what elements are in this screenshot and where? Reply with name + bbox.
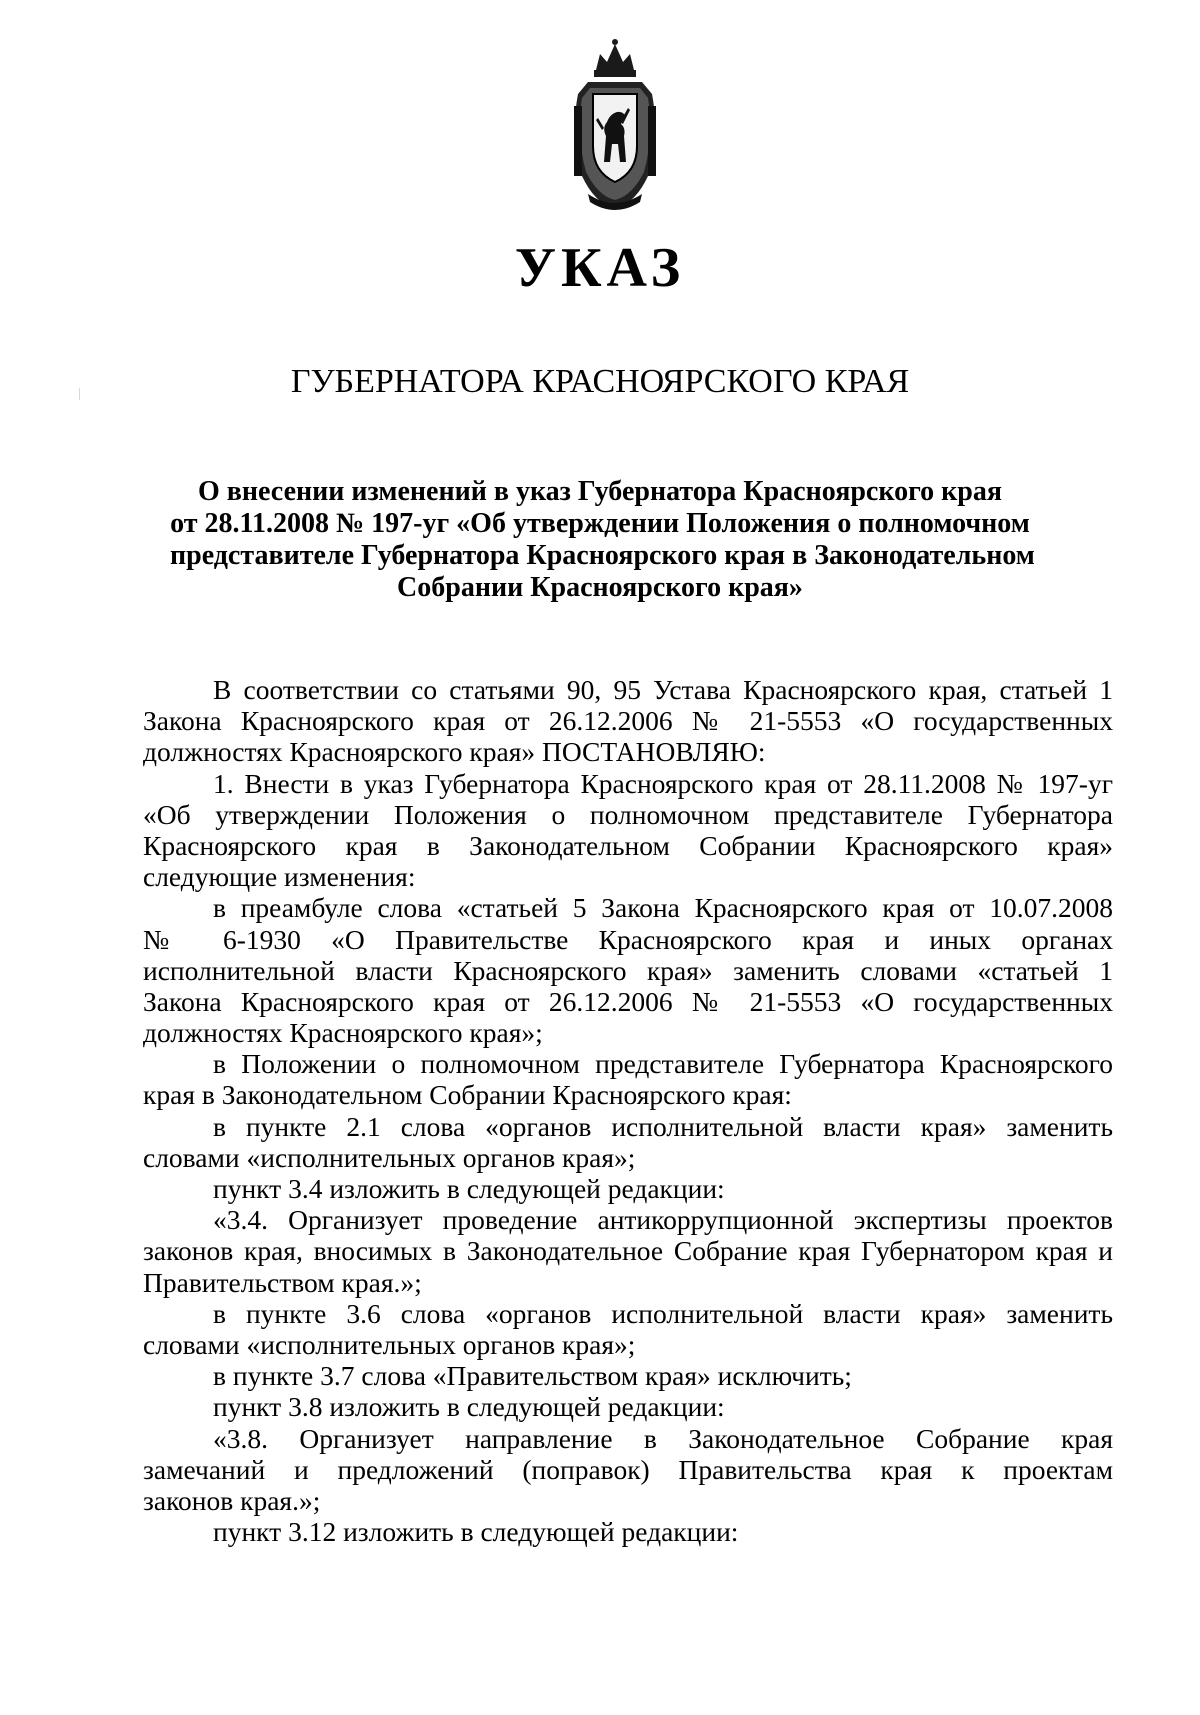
body-line: законов края, вносимых в Законодательное Собрание края Губернатором края и xyxy=(143,1235,1113,1267)
body-line: должностях Красноярского края»; xyxy=(143,1017,543,1049)
body-line: пункт 3.12 изложить в следующей редакции: xyxy=(213,1516,739,1548)
body-line: замечаний и предложений (поправок) Правительства края к проектам xyxy=(143,1453,1113,1485)
coat-of-arms-emblem xyxy=(560,36,670,211)
decree-body xyxy=(143,674,1113,1547)
heading-line: О внесении изменений в указ Губернатора Красноярского края xyxy=(198,476,1002,507)
body-line: Закона Красноярского края от 26.12.2006 № 21-5553 «О государственных xyxy=(143,705,1113,737)
decree-heading xyxy=(170,476,1035,604)
heading-line: от 28.11.2008 № 197-уг «Об утверждении Положения о полномочном xyxy=(170,508,1030,539)
body-line: исполнительной власти Красноярского края» заменить словами «статьей 1 xyxy=(143,954,1113,986)
body-line: словами «исполнительных органов края»; xyxy=(143,1141,636,1173)
body-line: в пункте 3.6 слова «органов исполнительной власти края» заменить xyxy=(213,1297,1113,1329)
decree-issuer: ГУБЕРНАТОРА КРАСНОЯРСКОГО КРАЯ xyxy=(290,363,910,400)
body-line: 1. Внести в указ Губернатора Красноярского края от 28.11.2008 № 197-уг xyxy=(213,767,1113,799)
body-line: следующие изменения: xyxy=(143,861,416,893)
body-line: Правительством края.»; xyxy=(143,1266,422,1298)
body-line: должностях Красноярского края» ПОСТАНОВЛЯЮ: xyxy=(143,736,766,768)
scan-artifact xyxy=(79,388,80,400)
body-line: в пункте 3.7 слова «Правительством края» исключить; xyxy=(213,1360,852,1392)
heading-line: Собрании Красноярского края» xyxy=(397,572,803,603)
body-line: № 6-1930 «О Правительстве Красноярского края и иных органах xyxy=(143,923,1113,955)
body-line: в преамбуле слова «статьей 5 Закона Красноярского края от 10.07.2008 xyxy=(213,892,1113,924)
body-line: В соответствии со статьями 90, 95 Устава Красноярского края, статьей 1 xyxy=(213,674,1113,705)
body-line: края в Законодательном Собрании Красноярского края: xyxy=(143,1079,792,1111)
heading-line: представителе Губернатора Красноярского края в Законодательном xyxy=(170,540,1035,571)
body-line: Красноярского края в Законодательном Собрании Красноярского края» xyxy=(143,829,1113,861)
body-line: законов края.»; xyxy=(143,1484,321,1516)
body-line: пункт 3.4 изложить в следующей редакции: xyxy=(213,1173,725,1204)
body-line: в пункте 2.1 слова «органов исполнительной власти края» заменить xyxy=(213,1110,1113,1142)
body-line: в Положении о полномочном представителе Губернатора Красноярского xyxy=(213,1048,1113,1080)
body-line: «3.8. Организует направление в Законодательное Собрание края xyxy=(213,1422,1113,1454)
body-line: Закона Красноярского края от 26.12.2006 № 21-5553 «О государственных xyxy=(143,985,1113,1017)
decree-title: УКАЗ xyxy=(514,237,686,299)
body-line: «3.4. Организует проведение антикоррупционной экспертизы проектов xyxy=(213,1204,1113,1236)
body-line: словами «исполнительных органов края»; xyxy=(143,1328,636,1360)
body-line: пункт 3.8 изложить в следующей редакции: xyxy=(213,1391,725,1423)
body-line: «Об утверждении Положения о полномочном представителе Губернатора xyxy=(143,798,1113,830)
